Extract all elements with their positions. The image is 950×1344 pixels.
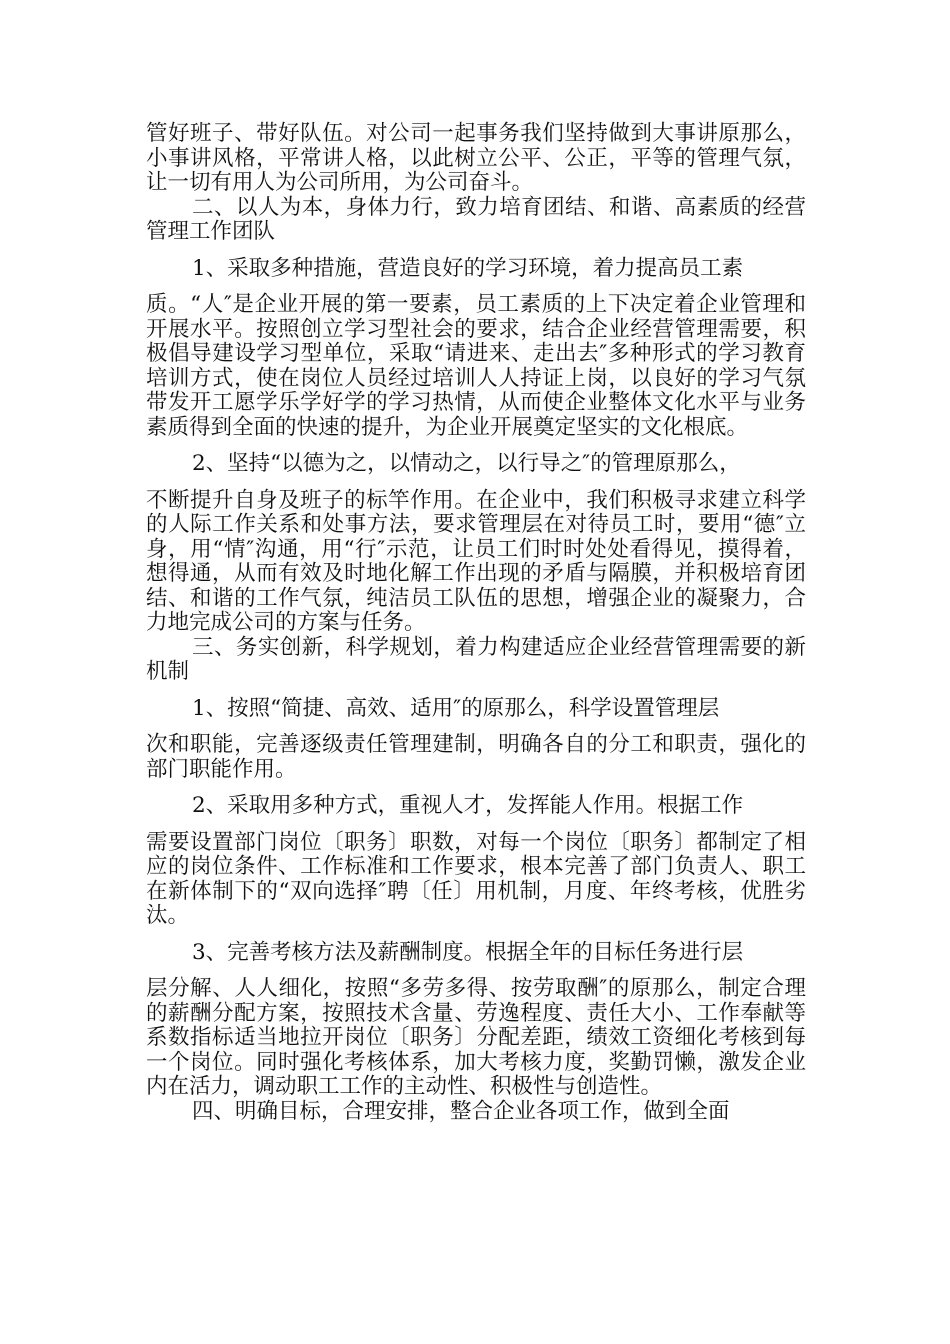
item-3-3-first-line: 3、完善考核方法及薪酬制度。根据全年的目标任务进行层 [192, 939, 744, 965]
section-heading-2: 二、以人为本，身体力行，致力培育团结、和谐、高素质的经营管理工作团队 [146, 194, 806, 244]
section-heading-4: 四、明确目标，合理安排，整合企业各项工作，做到全面 [192, 1098, 730, 1124]
item-3-3-body: 层分解、人人细化，按照“多劳多得、按劳取酬″的原那么，制定合理的薪酬分配方案，按照技术含量、劳逸程度、责任大小、工作奉献等系数指标适当地拉开岗位〔职务〕分配差距，绩效工资细化考核到每一个岗位。同时强化考核体系，加大考核力度，奖勤罚懒，激发企业内在活力，调动职工工作的主动性、积极性与创造性。 [146, 976, 806, 1099]
item-3-1-first-line: 1、按照“简捷、高效、适用″的原那么，科学设置管理层 [192, 695, 720, 721]
item-3-2 [146, 794, 806, 929]
item-2-1-first-line: 1、采取多种措施，营造良好的学习环境，着力提高员工素 [192, 255, 744, 281]
item-3-3 [146, 941, 806, 1100]
item-2-2 [146, 452, 806, 636]
item-3-2-first-line: 2、采取用多种方式，重视人才，发挥能人作用。根据工作 [192, 793, 744, 818]
item-2-1-body: 质。“人″是企业开展的第一要素，员工素质的上下决定着企业管理和开展水平。按照创立学习型社会的要求，结合企业经营管理需要，积极倡导建设学习型单位，采取“请进来、走出去″多种形式的学习教育培训方式，使在岗位人员经过培训人人持证上岗，以良好的学习气氛带发开工愿学乐学好学的学习热情，从而使企业整体文化水平与业务素质得到全面的快速的提升，为企业开展奠定坚实的文化根底。 [146, 292, 806, 440]
section-heading-3: 三、务实创新，科学规划，着力构建适应企业经营管理需要的新机制 [146, 634, 806, 684]
item-2-1 [146, 257, 806, 441]
item-2-2-body: 不断提升自身及班子的标竿作用。在企业中，我们积极寻求建立科学的人际工作关系和处事方法，要求管理层在对待员工时，要用“德″立身，用“情″沟通，用“行″示范，让员工们时时处处看得见，摸得着，想得通，从而有效及时地化解工作出现的矛盾与隔膜，并积极培育团结、和谐的工作气氛，纯洁员工队伍的思想，增强企业的凝聚力，合力地完成公司的方案与任务。 [146, 487, 806, 635]
item-3-2-body: 需要设置部门岗位〔职务〕职数，对每一个岗位〔职务〕都制定了相应的岗位条件、工作标准和工作要求，根本完善了部门负责人、职工在新体制下的“双向选择″聘〔任〕用机制，月度、年终考核，优胜劣汰。 [146, 829, 806, 928]
item-3-1-body: 次和职能，完善逐级责任管理建制，明确各自的分工和职责，强化的部门职能作用。 [146, 732, 806, 782]
paragraph-intro: 管好班子、带好队伍。对公司一起事务我们坚持做到大事讲原那么，小事讲风格，平常讲人格，以此树立公平、公正，平等的管理气氛，让一切有用人为公司所用，为公司奋斗。 [146, 121, 806, 195]
document-body [146, 122, 806, 1124]
item-2-2-first-line: 2、坚持“以德为之，以情动之，以行导之″的管理原那么， [192, 451, 741, 476]
item-3-1 [146, 697, 806, 783]
